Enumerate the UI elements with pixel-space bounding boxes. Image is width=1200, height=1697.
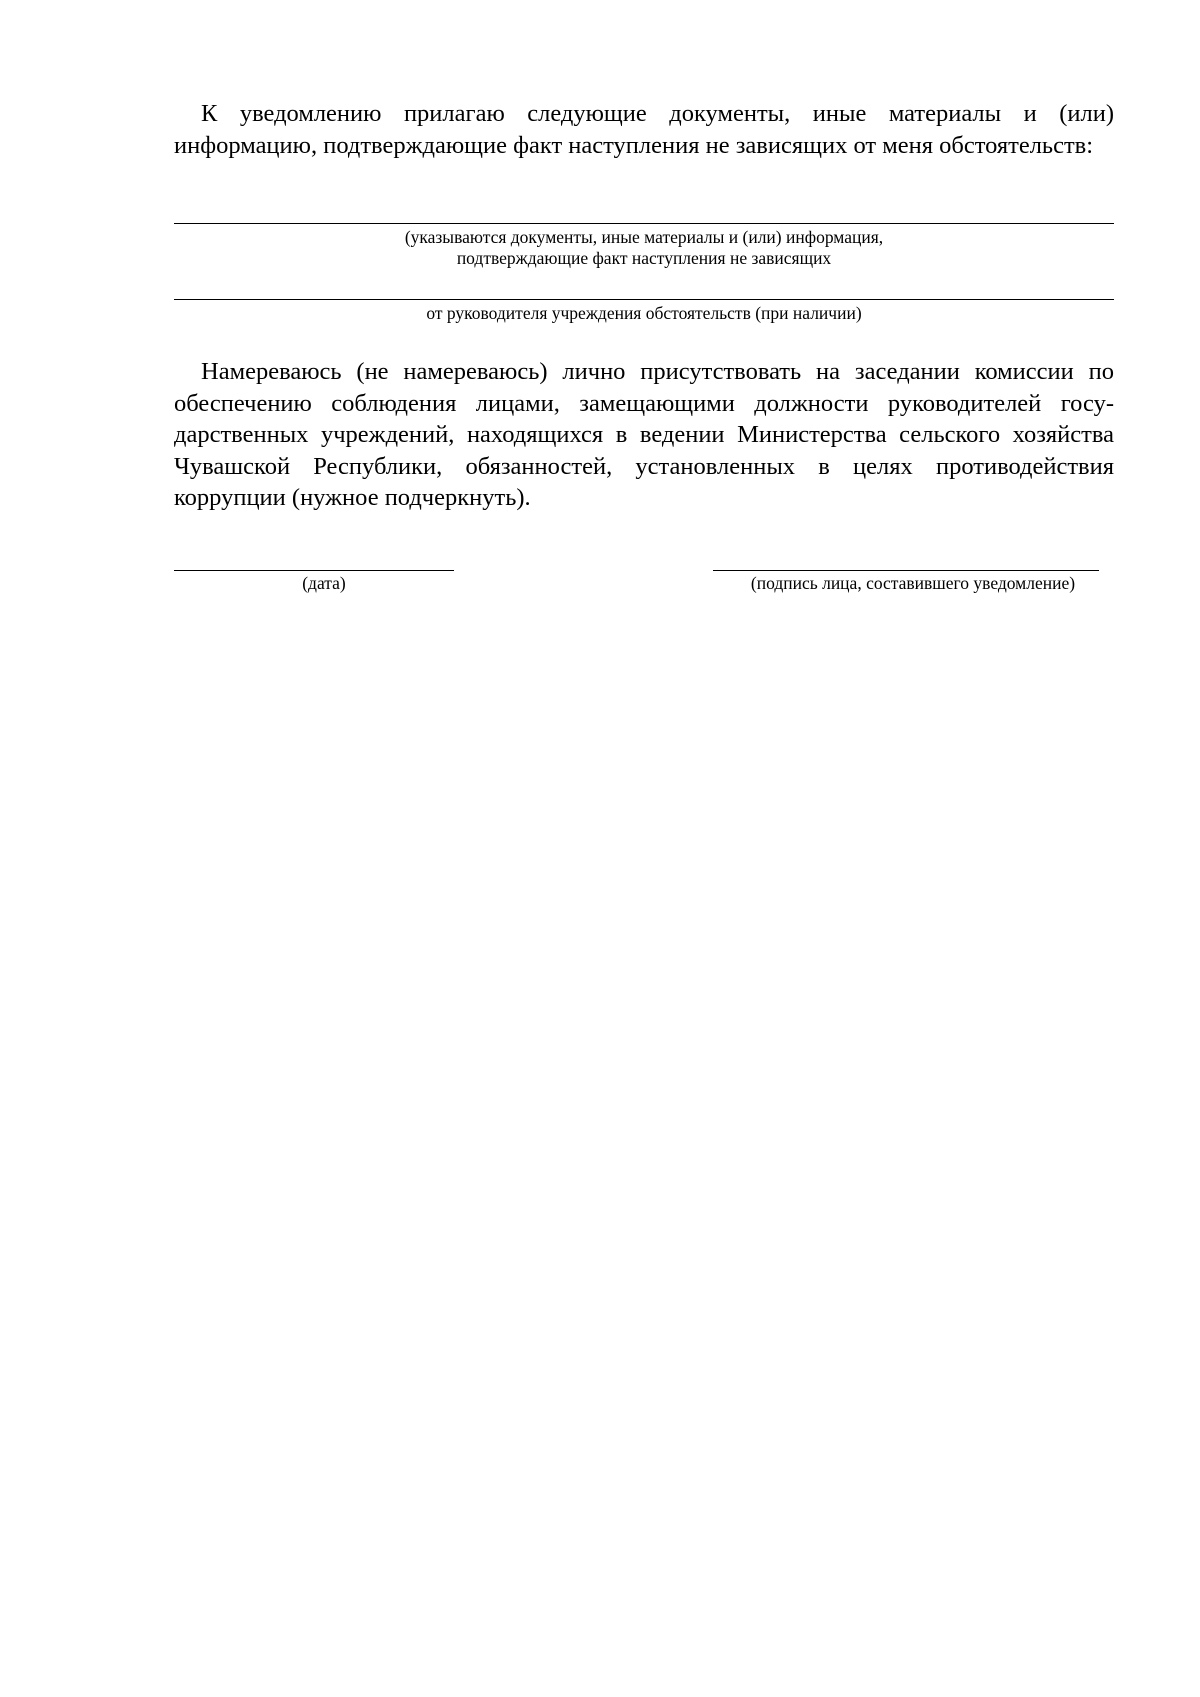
attachments-caption-line-2: подтверждающие факт наступления не зависящих xyxy=(456,248,832,268)
attachments-caption-line-3: от руководителя учреждения обстоятельств (при наличии) xyxy=(426,303,862,323)
attachments-paragraph: К уведомлению прилагаю следующие документы, иные материалы и (или) информацию, подтверждающие факт наступления не зависящих от меня обстоятельств: xyxy=(174,100,1114,159)
date-fill-line xyxy=(174,570,454,571)
date-caption: (дата) xyxy=(302,573,346,593)
attendance-intent-paragraph: Намереваюсь (не намереваюсь) лично присутствовать на заседании комиссии по обеспечению соблюдения лицами, замещающими должности руководителей государственных учреждений, находящихся в ведении Министерства сельского хозяйства Чувашской Республики, обязанностей, установленных в целях противодействия коррупции (нужное подчеркнуть). xyxy=(174,358,1114,511)
attachments-caption-line-1: (указываются документы, иные материалы и (или) информация, xyxy=(404,227,884,247)
attachments-caption-top xyxy=(174,227,1114,269)
signature-fill-line xyxy=(713,570,1099,571)
attachments-fill-line-2 xyxy=(174,299,1114,300)
signature-caption: (подпись лица, составившего уведомление) xyxy=(750,573,1076,593)
attachments-fill-line-1 xyxy=(174,223,1114,224)
